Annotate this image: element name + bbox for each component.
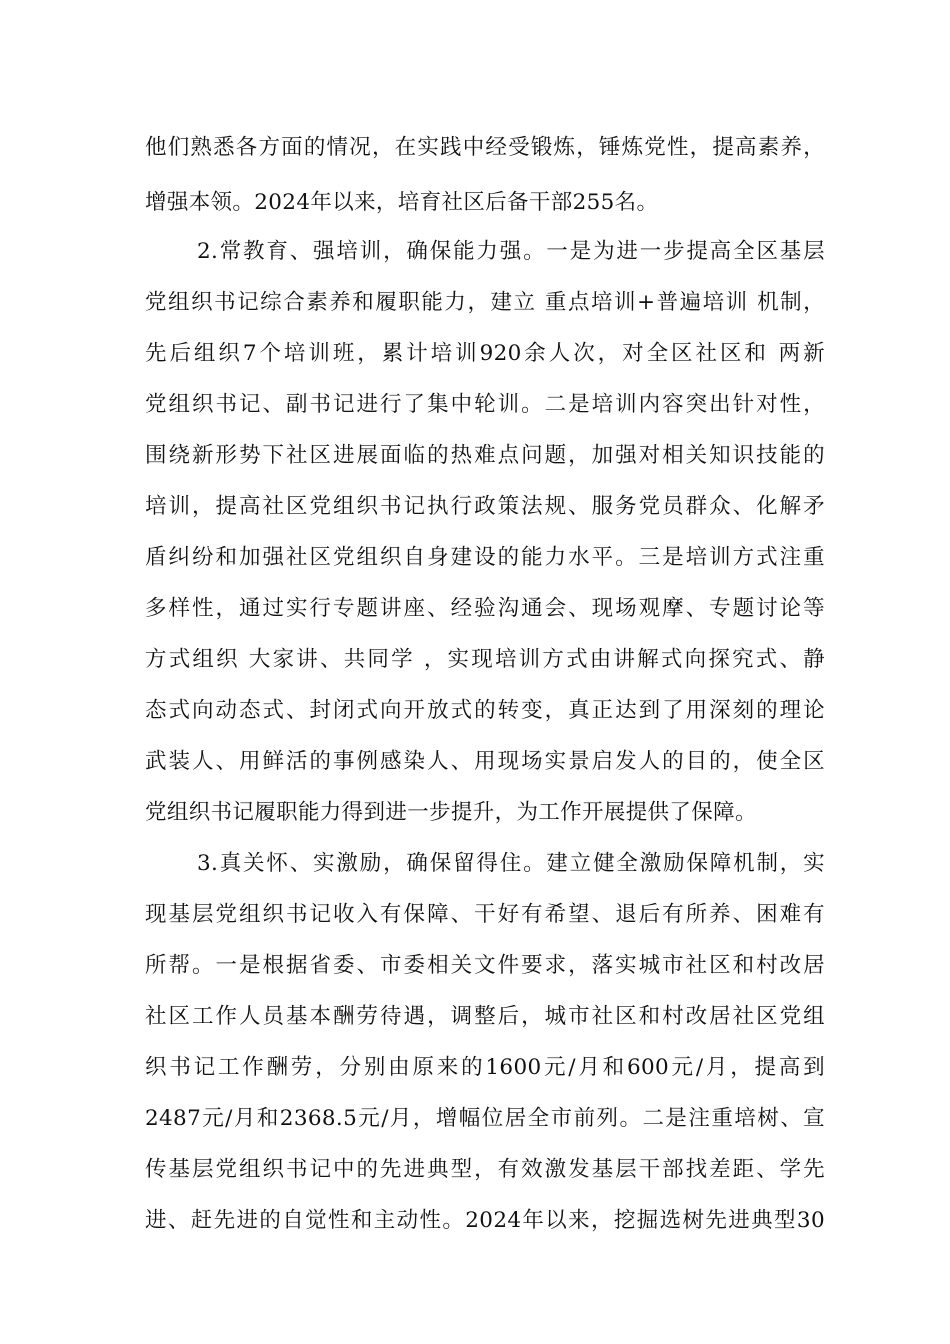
paragraph-start-line: 2.常教育、强培训，确保能力强。一是为进一步提高全区基层 bbox=[197, 239, 825, 264]
text-line: 党组织书记综合素养和履职能力，建立 重点培训+普遍培训 机制， bbox=[145, 290, 825, 315]
text-line: 党组织书记、副书记进行了集中轮训。二是培训内容突出针对性， bbox=[145, 392, 825, 417]
text-line: 所帮。一是根据省委、市委相关文件要求，落实城市社区和村改居 bbox=[145, 953, 825, 978]
text-line: 方式组织 大家讲、共同学 ，实现培训方式由讲解式向探究式、静 bbox=[145, 647, 825, 672]
text-line: 现基层党组织书记收入有保障、干好有希望、退后有所养、困难有 bbox=[145, 902, 825, 927]
text-line: 传基层党组织书记中的先进典型，有效激发基层干部找差距、学先 bbox=[145, 1157, 825, 1182]
text-line: 增强本领。2024年以来，培育社区后备干部255名。 bbox=[145, 190, 659, 215]
text-line: 武装人、用鲜活的事例感染人、用现场实景启发人的目的，使全区 bbox=[145, 749, 825, 774]
text-line: 多样性，通过实行专题讲座、经验沟通会、现场观摩、专题讨论等 bbox=[145, 596, 825, 621]
paragraph-start-line: 3.真关怀、实激励，确保留得住。建立健全激励保障机制，实 bbox=[197, 851, 825, 876]
text-line: 党组织书记履职能力得到进一步提升，为工作开展提供了保障。 bbox=[145, 800, 757, 825]
text-line: 先后组织7个培训班，累计培训920余人次，对全区社区和 两新 bbox=[145, 341, 825, 366]
text-line: 围绕新形势下社区进展面临的热难点问题，加强对相关知识技能的 bbox=[145, 443, 825, 468]
text-line: 他们熟悉各方面的情况，在实践中经受锻炼，锤炼党性，提高素养， bbox=[145, 135, 825, 160]
text-line: 态式向动态式、封闭式向开放式的转变，真正达到了用深刻的理论 bbox=[145, 698, 825, 723]
text-line: 2487元/月和2368.5元/月，增幅位居全市前列。二是注重培树、宣 bbox=[145, 1106, 825, 1131]
text-line: 盾纠纷和加强社区党组织自身建设的能力水平。三是培训方式注重 bbox=[145, 545, 825, 570]
text-line: 织书记工作酬劳，分别由原来的1600元/月和600元/月，提高到 bbox=[145, 1055, 825, 1080]
text-line: 进、赶先进的自觉性和主动性。2024年以来，挖掘选树先进典型30 bbox=[145, 1208, 825, 1233]
text-line: 社区工作人员基本酬劳待遇，调整后，城市社区和村改居社区党组 bbox=[145, 1004, 825, 1029]
text-line: 培训，提高社区党组织书记执行政策法规、服务党员群众、化解矛 bbox=[145, 494, 825, 519]
